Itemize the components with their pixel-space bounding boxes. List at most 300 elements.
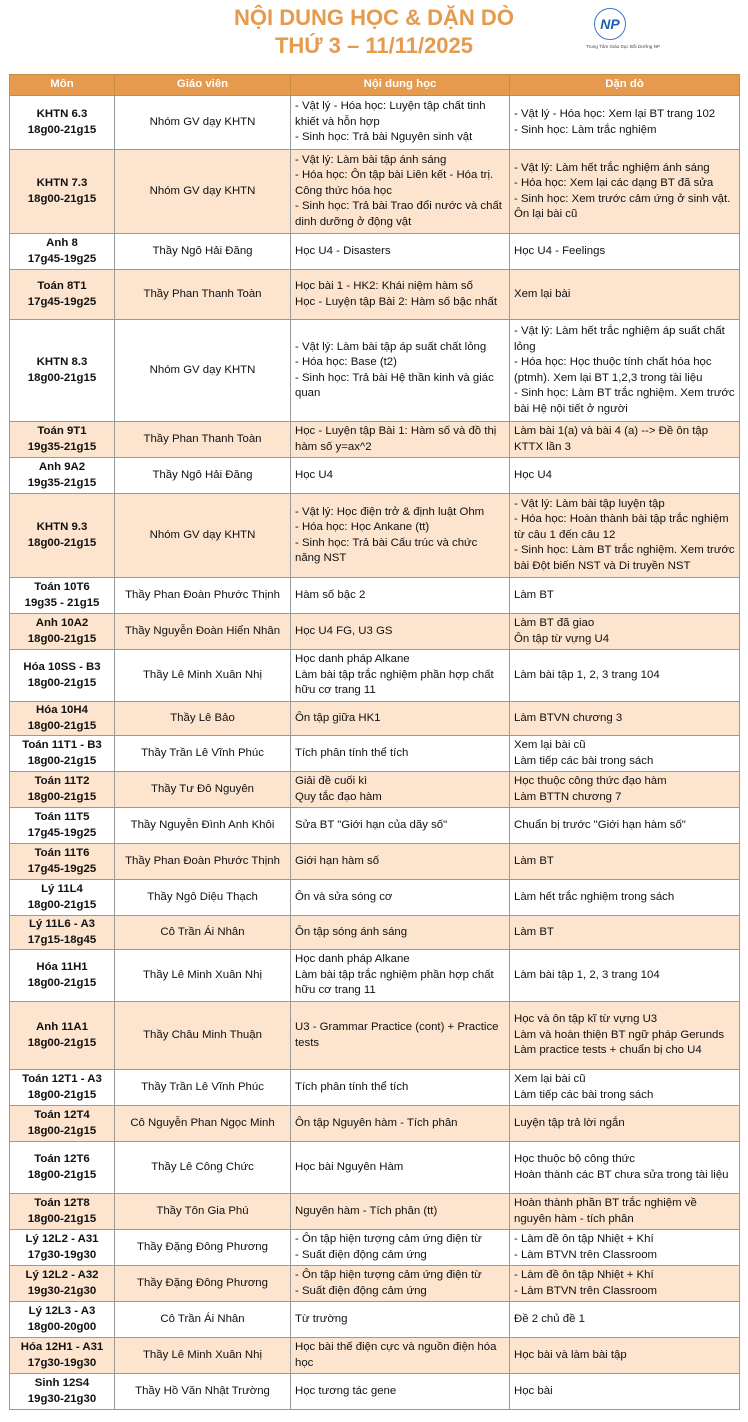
subject-cell-line: Toán 11T2 xyxy=(34,775,90,787)
content-cell-line: Hàm số bậc 2 xyxy=(295,588,366,601)
table-row xyxy=(10,844,740,880)
content-cell-line: Học danh pháp Alkane xyxy=(295,653,410,666)
table-row xyxy=(10,1070,740,1106)
content-cell xyxy=(291,1374,510,1410)
homework-cell-line: - Hóa học: Xem lại các dạng BT đã sửa xyxy=(514,177,714,189)
content-cell-line: Học - Luyện tập Bài 2: Hàm số bậc nhất xyxy=(295,295,497,308)
subject-cell-line: 17g30-19g30 xyxy=(27,1356,97,1369)
teacher-cell: Nhóm GV dạy KHTN xyxy=(115,494,291,578)
homework-cell xyxy=(510,844,740,880)
page-date: THỨ 3 – 11/11/2025 xyxy=(274,33,474,58)
subject-cell-line: 17g45-19g25 xyxy=(27,826,97,839)
table-row xyxy=(10,422,740,458)
homework-cell-line: Làm hết trắc nghiệm trong sách xyxy=(514,890,675,903)
subject-cell-line: 18g00-21g15 xyxy=(27,976,97,989)
homework-cell-line: - Vật lý - Hóa học: Xem lại BT trang 102 xyxy=(514,108,716,120)
homework-cell xyxy=(510,1194,740,1230)
homework-cell xyxy=(510,1302,740,1338)
table-row xyxy=(10,1106,740,1142)
homework-cell xyxy=(510,650,740,702)
subject-cell-line: 18g00-20g00 xyxy=(27,1320,97,1333)
subject-cell-line: 18g00-21g15 xyxy=(27,676,97,689)
subject-cell-line: 19g35-21g15 xyxy=(27,440,97,453)
homework-cell-line: Làm BT xyxy=(514,588,554,601)
content-cell xyxy=(291,234,510,270)
subject-cell-line: Toán 11T1 - B3 xyxy=(22,739,102,751)
content-cell-line: Làm bài tập trắc nghiệm phần hợp chất hữu cơ trang 11 xyxy=(295,968,494,997)
subject-cell-line: 19g30-21g30 xyxy=(27,1284,97,1297)
homework-cell xyxy=(510,234,740,270)
content-cell-line: - Hóa học: Học Ankane (tt) xyxy=(295,521,430,533)
homework-cell-line: - Làm BTVN trên Classroom xyxy=(514,1284,658,1297)
column-header-homework: Dặn dò xyxy=(510,75,740,96)
subject-cell xyxy=(10,614,115,650)
subject-cell-line: Toán 8T1 xyxy=(37,280,87,292)
table-row xyxy=(10,494,740,578)
subject-cell-line: Lý 11L4 xyxy=(41,883,83,895)
table-header-row xyxy=(10,75,740,96)
subject-cell-line: Anh 11A1 xyxy=(36,1021,88,1033)
content-cell xyxy=(291,578,510,614)
content-cell xyxy=(291,1002,510,1070)
teacher-cell: Nhóm GV dạy KHTN xyxy=(115,320,291,422)
subject-cell xyxy=(10,1070,115,1106)
teacher-cell: Thầy Ngô Diệu Thạch xyxy=(115,880,291,916)
content-cell-line: Học danh pháp Alkane xyxy=(295,953,410,966)
homework-cell xyxy=(510,578,740,614)
subject-cell xyxy=(10,270,115,320)
subject-cell xyxy=(10,1106,115,1142)
homework-cell-line: Làm BT đã giao xyxy=(514,617,595,629)
homework-cell-line: Hoàn thành các BT chưa sửa trong tài liệu xyxy=(514,1168,729,1181)
column-header-content: Nội dung học xyxy=(291,75,510,96)
table-row xyxy=(10,458,740,494)
homework-cell-line: Hoàn thành phần BT trắc nghiệm về nguyên hàm - tích phân xyxy=(514,1197,697,1225)
homework-cell xyxy=(510,422,740,458)
content-cell-line: Học tương tác gene xyxy=(295,1384,397,1397)
subject-cell xyxy=(10,880,115,916)
content-cell-line: - Vật lý: Học điện trở & định luật Ohm xyxy=(295,505,485,518)
subject-cell xyxy=(10,458,115,494)
teacher-cell: Thầy Nguyễn Đoàn Hiển Nhân xyxy=(115,614,291,650)
content-cell-line: Ôn và sửa sóng cơ xyxy=(295,890,393,903)
homework-cell-line: - Sinh học: Xem trước cảm ứng ở sinh vật. Ôn lại bài cũ xyxy=(514,192,731,220)
subject-cell-line: 18g00-21g15 xyxy=(27,754,97,767)
table-row xyxy=(10,650,740,702)
subject-cell xyxy=(10,916,115,950)
subject-cell xyxy=(10,1374,115,1410)
homework-cell-line: - Sinh học: Làm BT trắc nghiệm. Xem trước bài Đột biến NST và Di truyền NST xyxy=(514,544,735,572)
homework-cell-line: - Làm đề ôn tập Nhiệt + Khí xyxy=(514,1233,654,1245)
homework-cell-line: Làm BTTN chương 7 xyxy=(514,790,622,803)
subject-cell-line: Lý 11L6 - A3 xyxy=(28,918,96,930)
center-logo xyxy=(586,8,660,54)
teacher-cell: Thầy Lê Minh Xuân Nhị xyxy=(115,1338,291,1374)
subject-cell-line: 17g30-19g30 xyxy=(27,1248,97,1261)
content-cell-line: Giới hạn hàm số xyxy=(295,854,380,867)
subject-cell-line: 18g00-21g15 xyxy=(27,371,97,384)
homework-cell-line: Ôn tập từ vựng U4 xyxy=(514,632,610,645)
table-row xyxy=(10,320,740,422)
teacher-cell: Thầy Châu Minh Thuận xyxy=(115,1002,291,1070)
subject-cell-line: 18g00-21g15 xyxy=(27,536,97,549)
table-row xyxy=(10,1142,740,1194)
subject-cell xyxy=(10,1194,115,1230)
subject-cell xyxy=(10,1002,115,1070)
content-cell xyxy=(291,916,510,950)
teacher-cell: Thầy Ngô Hải Đăng xyxy=(115,234,291,270)
content-cell-line: Học bài Nguyên Hàm xyxy=(295,1160,404,1173)
subject-cell-line: 19g35-21g15 xyxy=(27,476,97,489)
subject-cell xyxy=(10,494,115,578)
subject-cell-line: Toán 11T6 xyxy=(34,847,90,859)
content-cell-line: - Suất điện động cảm ứng xyxy=(295,1284,427,1297)
homework-cell-line: Học thuộc bộ công thức xyxy=(514,1153,635,1165)
table-row xyxy=(10,1194,740,1230)
homework-cell xyxy=(510,1002,740,1070)
homework-cell-line: Làm tiếp các bài trong sách xyxy=(514,754,654,767)
homework-cell-line: Xem lại bài xyxy=(514,287,571,300)
subject-cell-line: Toán 12T4 xyxy=(34,1109,90,1121)
homework-cell xyxy=(510,1142,740,1194)
teacher-cell: Thầy Tôn Gia Phú xyxy=(115,1194,291,1230)
content-cell xyxy=(291,880,510,916)
subject-cell-line: Hóa 12H1 - A31 xyxy=(20,1341,104,1353)
homework-cell-line: Học và ôn tập kĩ từ vựng U3 xyxy=(514,1013,658,1026)
table-row xyxy=(10,578,740,614)
homework-cell-line: Làm bài tập 1, 2, 3 trang 104 xyxy=(514,968,660,981)
content-cell xyxy=(291,1230,510,1266)
page-header xyxy=(0,0,748,74)
page-title: NỘI DUNG HỌC & DẶN DÒ xyxy=(234,5,514,30)
table-body xyxy=(10,96,740,1410)
content-cell xyxy=(291,772,510,808)
subject-cell-line: Toán 11T5 xyxy=(34,811,90,823)
subject-cell-line: KHTN 9.3 xyxy=(36,521,88,533)
content-cell-line: Từ trường xyxy=(295,1312,348,1325)
subject-cell-line: 17g15-18g45 xyxy=(27,933,97,946)
teacher-cell: Thầy Lê Bảo xyxy=(115,702,291,736)
subject-cell-line: KHTN 6.3 xyxy=(36,108,88,120)
table-row xyxy=(10,772,740,808)
content-cell-line: Học bài 1 - HK2: Khái niệm hàm số xyxy=(295,280,473,292)
teacher-cell: Thầy Tư Đô Nguyên xyxy=(115,772,291,808)
content-cell-line: Nguyên hàm - Tích phân (tt) xyxy=(295,1204,438,1217)
content-cell-line: - Sinh học: Trả bài Hệ thần kinh và giác quan xyxy=(295,371,494,399)
content-cell xyxy=(291,844,510,880)
teacher-cell: Thầy Trần Lê Vĩnh Phúc xyxy=(115,1070,291,1106)
teacher-cell: Nhóm GV dạy KHTN xyxy=(115,96,291,150)
table-row xyxy=(10,1302,740,1338)
subject-cell xyxy=(10,808,115,844)
homework-cell xyxy=(510,1230,740,1266)
content-cell-line: Học - Luyện tập Bài 1: Hàm số và đồ thị hàm số y=ax^2 xyxy=(295,425,497,453)
subject-cell-line: 18g00-21g15 xyxy=(27,632,97,645)
homework-cell-line: - Hóa học: Hoàn thành bài tập trắc nghiệm từ câu 1 đến câu 12 xyxy=(514,513,729,541)
homework-cell-line: Chuẩn bị trước "Giới hạn hàm số" xyxy=(514,818,686,831)
homework-cell xyxy=(510,702,740,736)
content-cell xyxy=(291,1142,510,1194)
subject-cell xyxy=(10,1266,115,1302)
subject-cell-line: 17g45-19g25 xyxy=(27,862,97,875)
content-cell-line: Học U4 - Disasters xyxy=(295,244,391,257)
homework-cell xyxy=(510,772,740,808)
homework-cell xyxy=(510,1106,740,1142)
subject-cell xyxy=(10,772,115,808)
homework-cell xyxy=(510,916,740,950)
content-cell xyxy=(291,736,510,772)
homework-cell xyxy=(510,808,740,844)
content-cell-line: Quy tắc đạo hàm xyxy=(295,790,382,803)
subject-cell xyxy=(10,1142,115,1194)
teacher-cell: Thầy Đặng Đông Phương xyxy=(115,1230,291,1266)
subject-cell-line: 19g35 - 21g15 xyxy=(24,596,100,609)
subject-cell-line: Lý 12L3 - A3 xyxy=(28,1305,96,1317)
content-cell-line: Ôn tập Nguyên hàm - Tích phân xyxy=(295,1116,458,1129)
teacher-cell: Nhóm GV dạy KHTN xyxy=(115,150,291,234)
subject-cell-line: Sinh 12S4 xyxy=(34,1377,90,1389)
content-cell-line: - Vật lý: Làm bài tập ánh sáng xyxy=(295,153,447,166)
teacher-cell: Thầy Phan Thanh Toàn xyxy=(115,270,291,320)
teacher-cell: Thầy Trần Lê Vĩnh Phúc xyxy=(115,736,291,772)
subject-cell-line: 18g00-21g15 xyxy=(27,1212,97,1225)
subject-cell-line: Toán 12T8 xyxy=(34,1197,90,1209)
homework-cell-line: Đề 2 chủ đề 1 xyxy=(514,1312,585,1325)
homework-cell-line: - Sinh học: Làm trắc nghiệm xyxy=(514,123,657,136)
subject-cell-line: Toán 10T6 xyxy=(34,581,90,593)
subject-cell xyxy=(10,234,115,270)
subject-cell xyxy=(10,150,115,234)
subject-cell xyxy=(10,1302,115,1338)
homework-cell-line: - Vật lý: Làm bài tập luyện tập xyxy=(514,497,665,510)
homework-cell xyxy=(510,1374,740,1410)
subject-cell-line: 18g00-21g15 xyxy=(27,719,97,732)
teacher-cell: Cô Trần Ái Nhân xyxy=(115,1302,291,1338)
subject-cell xyxy=(10,96,115,150)
homework-cell-line: Làm practice tests + chuẩn bị cho U4 xyxy=(514,1044,702,1057)
homework-cell-line: Học bài xyxy=(514,1384,553,1397)
content-cell-line: Học bài thế điện cực và nguồn điện hóa học xyxy=(295,1341,497,1369)
content-cell-line: - Ôn tập hiện tượng cảm ứng điện từ xyxy=(295,1269,482,1281)
content-cell xyxy=(291,458,510,494)
column-header-subject: Môn xyxy=(10,75,115,96)
table-row xyxy=(10,916,740,950)
subject-cell-line: Toán 12T1 - A3 xyxy=(22,1073,102,1085)
table-row xyxy=(10,1002,740,1070)
homework-cell-line: Làm và hoàn thiện BT ngữ pháp Gerunds xyxy=(514,1028,725,1041)
subject-cell-line: 18g00-21g15 xyxy=(27,1124,97,1137)
content-cell-line: - Hóa học: Base (t2) xyxy=(295,356,397,368)
subject-cell-line: KHTN 7.3 xyxy=(36,177,88,189)
content-cell xyxy=(291,320,510,422)
homework-cell xyxy=(510,458,740,494)
content-cell-line: Tích phân tính thể tích xyxy=(295,1080,409,1093)
teacher-cell: Thầy Lê Công Chức xyxy=(115,1142,291,1194)
homework-cell-line: Xem lại bài cũ xyxy=(514,739,586,751)
content-cell-line: Làm bài tập trắc nghiệm phần hợp chất hữu cơ trang 11 xyxy=(295,668,494,697)
subject-cell-line: 17g45-19g25 xyxy=(27,295,97,308)
content-cell-line: Ôn tập sóng ánh sáng xyxy=(295,925,408,938)
content-cell xyxy=(291,1106,510,1142)
subject-cell-line: Lý 12L2 - A31 xyxy=(25,1233,99,1245)
subject-cell-line: 19g30-21g30 xyxy=(27,1392,97,1405)
content-cell-line: - Hóa học: Ôn tập bài Liên kết - Hóa trị. Công thức hóa học xyxy=(295,169,494,197)
content-cell-line: - Sinh học: Trả bài Cấu trúc và chức năng NST xyxy=(295,536,478,564)
table-row xyxy=(10,150,740,234)
subject-cell-line: 18g00-21g15 xyxy=(27,898,97,911)
table-row xyxy=(10,1230,740,1266)
homework-cell-line: Làm bài 1(a) và bài 4 (a) --> Đề ôn tập KTTX lần 3 xyxy=(514,425,709,453)
content-cell-line: Ôn tập giữa HK1 xyxy=(295,711,381,724)
homework-cell xyxy=(510,96,740,150)
content-cell-line: - Suất điện động cảm ứng xyxy=(295,1248,427,1261)
teacher-cell: Thầy Hồ Văn Nhật Trường xyxy=(115,1374,291,1410)
content-cell-line: - Sinh học: Trả bài Trao đổi nước và chất dinh dưỡng ở động vật xyxy=(295,200,502,228)
homework-cell xyxy=(510,1070,740,1106)
schedule-table xyxy=(9,74,740,1410)
content-cell-line: Học U4 FG, U3 GS xyxy=(295,624,393,637)
content-cell-line: - Sinh học: Trả bài Nguyên sinh vật xyxy=(295,131,473,144)
homework-cell xyxy=(510,150,740,234)
subject-cell-line: Toán 12T6 xyxy=(34,1153,90,1165)
subject-cell-line: 18g00-21g15 xyxy=(27,1168,97,1181)
content-cell-line: Học U4 xyxy=(295,468,333,481)
homework-cell xyxy=(510,270,740,320)
homework-cell xyxy=(510,614,740,650)
homework-cell-line: Học U4 - Feelings xyxy=(514,244,606,257)
table-row xyxy=(10,234,740,270)
homework-cell-line: Học U4 xyxy=(514,468,552,481)
content-cell xyxy=(291,422,510,458)
homework-cell-line: Xem lại bài cũ xyxy=(514,1073,586,1085)
teacher-cell: Thầy Nguyễn Đình Anh Khôi xyxy=(115,808,291,844)
subject-cell-line: 18g00-21g15 xyxy=(27,1036,97,1049)
homework-cell xyxy=(510,494,740,578)
table-row xyxy=(10,1338,740,1374)
homework-cell-line: Làm BT xyxy=(514,925,554,938)
content-cell xyxy=(291,702,510,736)
homework-cell xyxy=(510,320,740,422)
content-cell xyxy=(291,650,510,702)
homework-cell-line: Làm bài tập 1, 2, 3 trang 104 xyxy=(514,668,660,681)
content-cell xyxy=(291,1194,510,1230)
logo-mark: NP xyxy=(594,8,626,40)
homework-cell-line: Học thuộc công thức đạo hàm xyxy=(514,775,667,787)
homework-cell-line: Làm BT xyxy=(514,854,554,867)
table-row xyxy=(10,880,740,916)
homework-cell-line: - Hóa học: Học thuộc tính chất hóa học (ptmh). Xem lại BT 1,2,3 trong tài liệu xyxy=(514,356,712,384)
subject-cell-line: 17g45-19g25 xyxy=(27,252,97,265)
teacher-cell: Thầy Ngô Hải Đăng xyxy=(115,458,291,494)
content-cell xyxy=(291,1302,510,1338)
homework-cell-line: - Sinh học: Làm BT trắc nghiệm. Xem trước bài Hệ nội tiết ở người xyxy=(514,387,735,415)
table-row xyxy=(10,1374,740,1410)
homework-cell-line: - Làm BTVN trên Classroom xyxy=(514,1248,658,1261)
content-cell xyxy=(291,1070,510,1106)
subject-cell xyxy=(10,1230,115,1266)
content-cell xyxy=(291,96,510,150)
subject-cell-line: Lý 12L2 - A32 xyxy=(25,1269,99,1281)
content-cell xyxy=(291,1338,510,1374)
subject-cell xyxy=(10,422,115,458)
homework-cell-line: Làm tiếp các bài trong sách xyxy=(514,1088,654,1101)
column-header-teacher: Giáo viên xyxy=(115,75,291,96)
content-cell-line: Tích phân tính thể tích xyxy=(295,746,409,759)
teacher-cell: Thầy Phan Đoàn Phước Thịnh xyxy=(115,578,291,614)
content-cell-line: - Vật lý: Làm bài tập áp suất chất lỏng xyxy=(295,340,487,353)
homework-cell xyxy=(510,880,740,916)
subject-cell-line: Anh 10A2 xyxy=(35,617,89,629)
table-row xyxy=(10,270,740,320)
content-cell xyxy=(291,1266,510,1302)
content-cell xyxy=(291,950,510,1002)
homework-cell-line: - Làm đề ôn tập Nhiệt + Khí xyxy=(514,1269,654,1281)
content-cell-line: - Ôn tập hiện tượng cảm ứng điện từ xyxy=(295,1233,482,1245)
subject-cell-line: KHTN 8.3 xyxy=(36,356,88,368)
homework-cell xyxy=(510,950,740,1002)
subject-cell xyxy=(10,650,115,702)
subject-cell xyxy=(10,1338,115,1374)
teacher-cell: Thầy Phan Đoàn Phước Thịnh xyxy=(115,844,291,880)
teacher-cell: Thầy Đặng Đông Phương xyxy=(115,1266,291,1302)
subject-cell-line: Hóa 10SS - B3 xyxy=(23,661,101,673)
subject-cell xyxy=(10,950,115,1002)
subject-cell xyxy=(10,702,115,736)
table-row xyxy=(10,1266,740,1302)
table-row xyxy=(10,950,740,1002)
table-row xyxy=(10,614,740,650)
table-row xyxy=(10,736,740,772)
homework-cell xyxy=(510,1266,740,1302)
teacher-cell: Thầy Lê Minh Xuân Nhị xyxy=(115,650,291,702)
table-row xyxy=(10,702,740,736)
subject-cell xyxy=(10,736,115,772)
content-cell xyxy=(291,150,510,234)
teacher-cell: Thầy Phan Thanh Toàn xyxy=(115,422,291,458)
subject-cell-line: 18g00-21g15 xyxy=(27,790,97,803)
homework-cell xyxy=(510,736,740,772)
subject-cell-line: Hóa 10H4 xyxy=(36,704,88,716)
teacher-cell: Cô Trần Ái Nhân xyxy=(115,916,291,950)
homework-cell-line: Làm BTVN chương 3 xyxy=(514,711,623,724)
content-cell-line: - Vật lý - Hóa học: Luyện tập chất tinh khiết và hỗn hợp xyxy=(295,100,486,128)
subject-cell-line: Hóa 11H1 xyxy=(36,961,88,973)
homework-cell xyxy=(510,1338,740,1374)
table-row xyxy=(10,96,740,150)
teacher-cell: Cô Nguyễn Phan Ngọc Minh xyxy=(115,1106,291,1142)
homework-cell-line: - Vật lý: Làm hết trắc nghiệm áp suất chất lỏng xyxy=(514,325,725,353)
content-cell xyxy=(291,614,510,650)
homework-cell-line: Luyện tập trả lời ngắn xyxy=(514,1116,625,1129)
content-cell-line: Sửa BT "Giới hạn của dãy số" xyxy=(295,818,448,831)
subject-cell-line: Toán 9T1 xyxy=(37,425,87,437)
content-cell-line: Giải đề cuối kì xyxy=(295,775,368,787)
content-cell xyxy=(291,808,510,844)
logo-caption: Trung Tâm Giáo Dục Bồi Dưỡng NP xyxy=(586,44,660,49)
subject-cell-line: Anh 9A2 xyxy=(38,461,86,473)
subject-cell-line: 18g00-21g15 xyxy=(27,1088,97,1101)
content-cell-line: U3 - Grammar Practice (cont) + Practice tests xyxy=(295,1021,499,1049)
table-row xyxy=(10,808,740,844)
subject-cell xyxy=(10,320,115,422)
content-cell xyxy=(291,270,510,320)
subject-cell-line: 18g00-21g15 xyxy=(27,192,97,205)
subject-cell xyxy=(10,844,115,880)
subject-cell-line: 18g00-21g15 xyxy=(27,123,97,136)
subject-cell xyxy=(10,578,115,614)
homework-cell-line: - Vật lý: Làm hết trắc nghiệm ánh sáng xyxy=(514,161,710,174)
subject-cell-line: Anh 8 xyxy=(46,237,78,249)
